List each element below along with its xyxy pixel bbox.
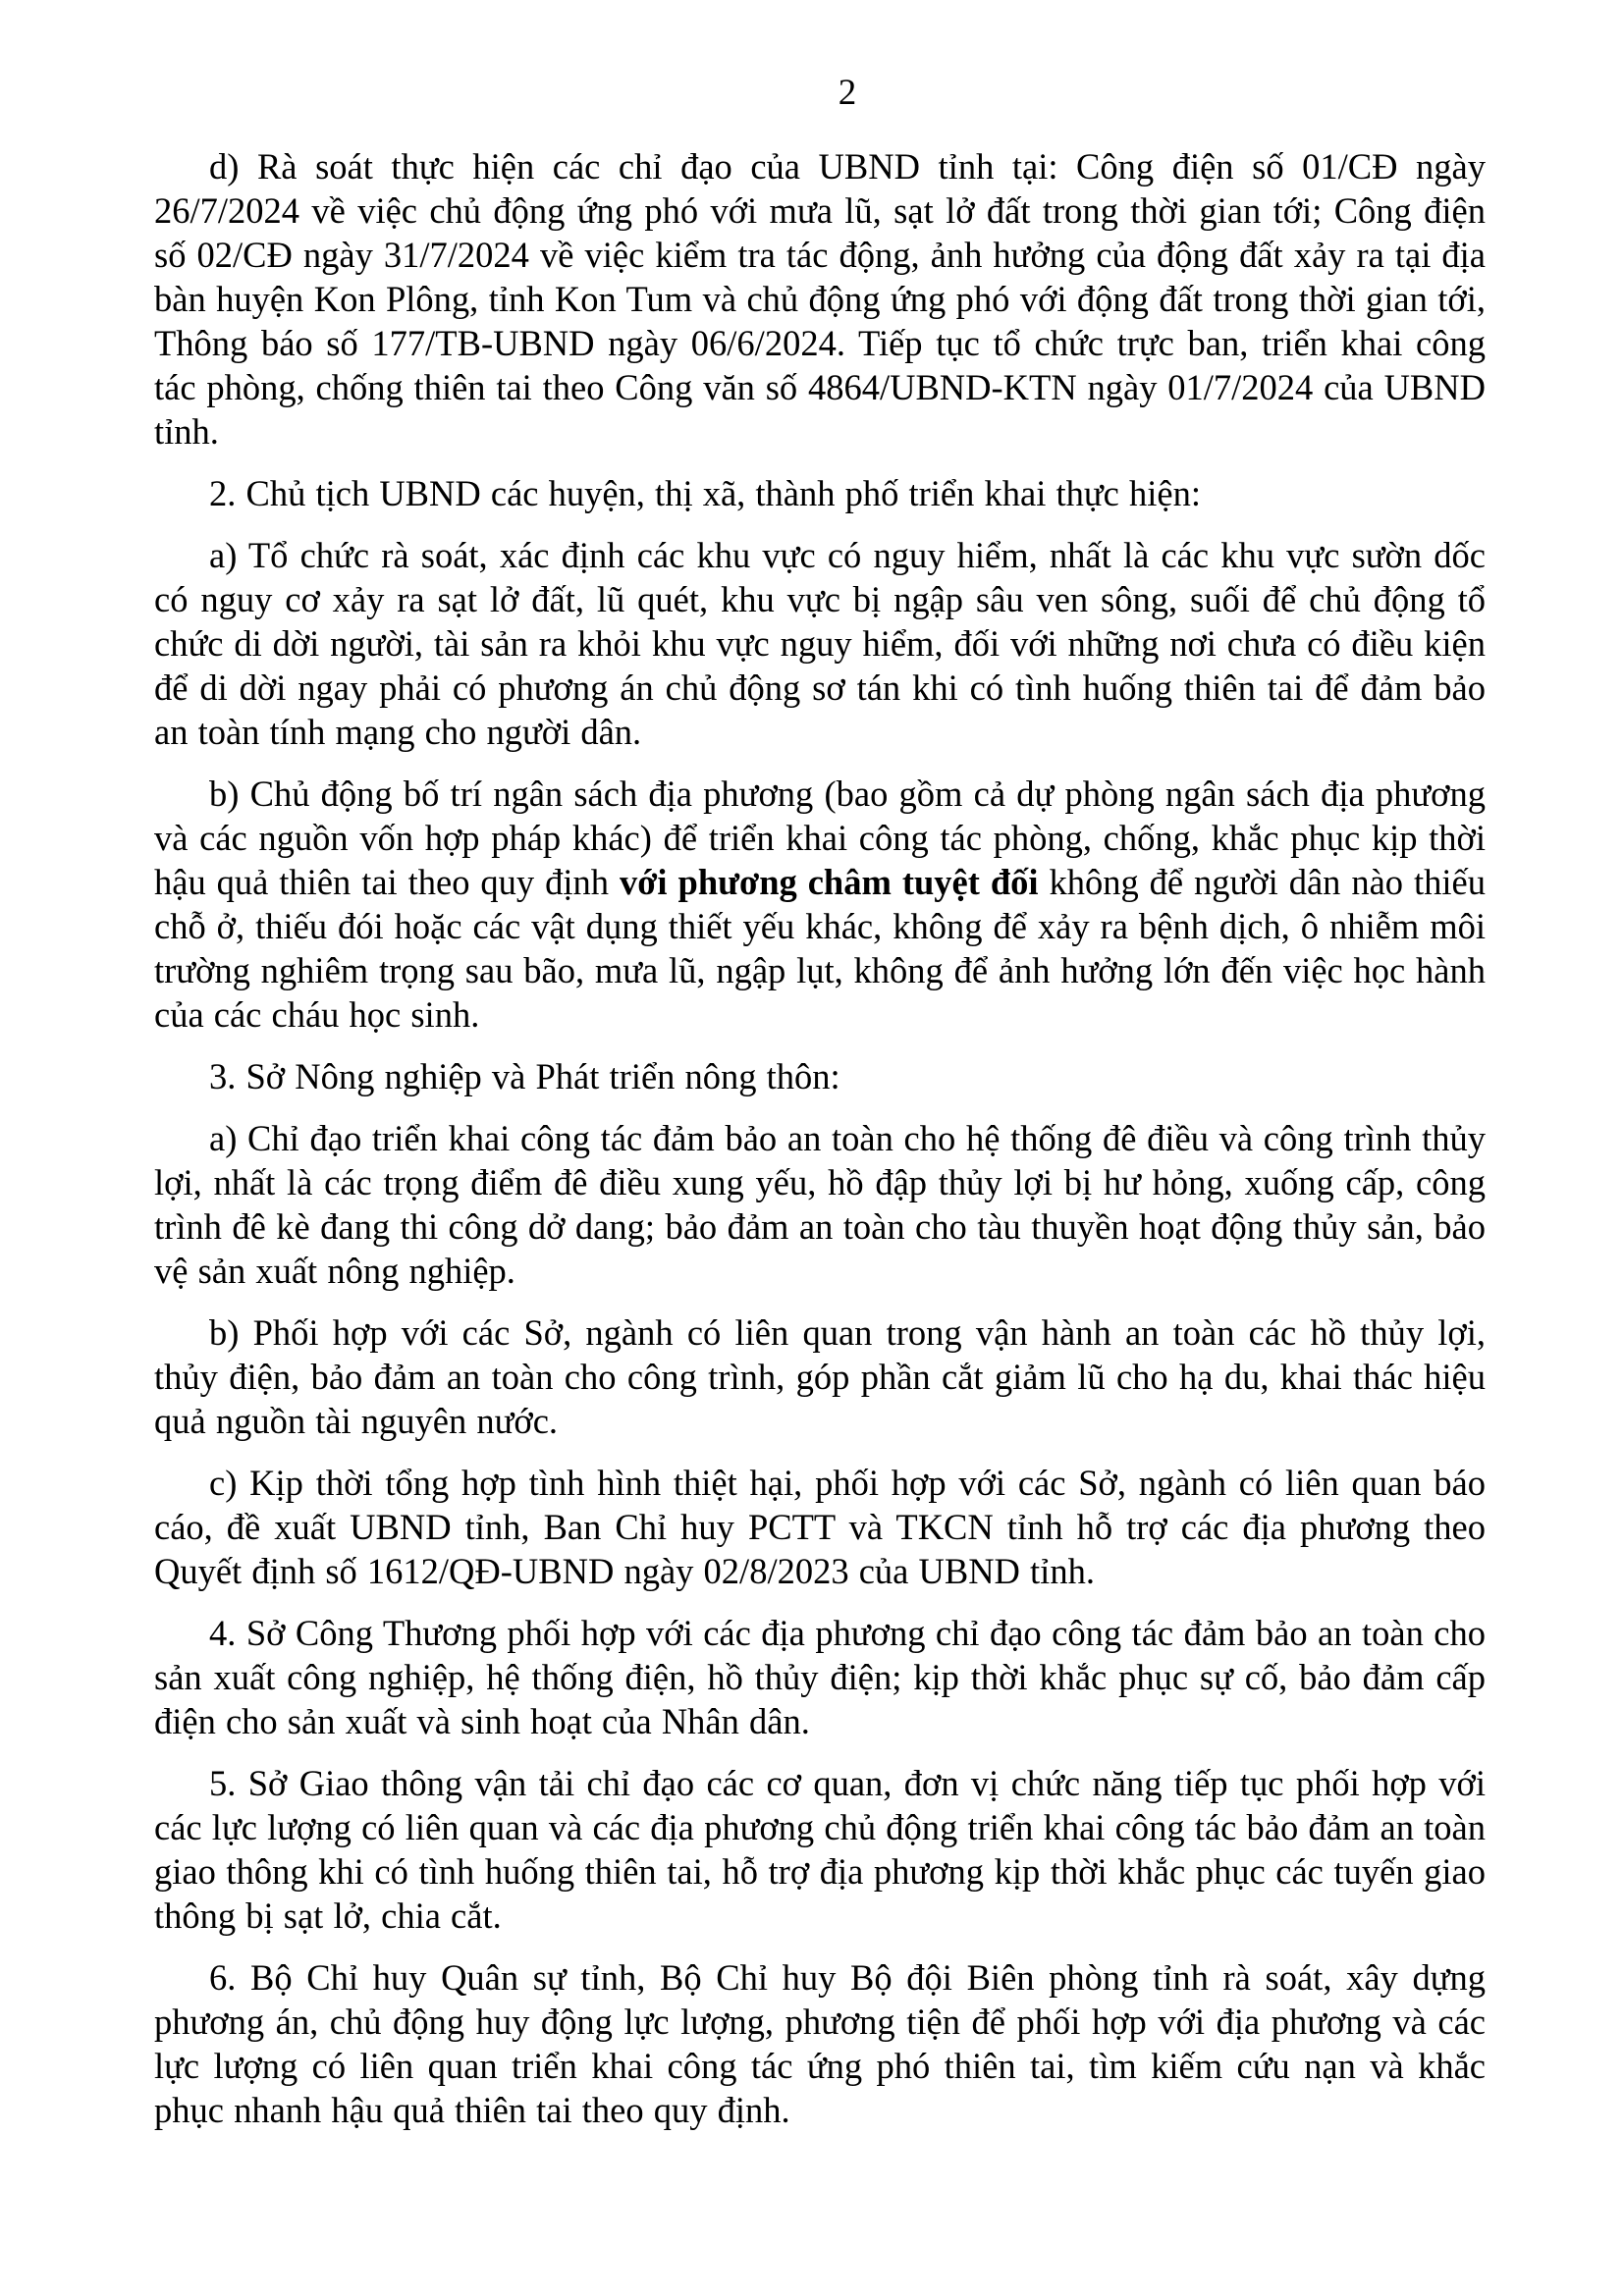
text-run: b) Phối hợp với các Sở, ngành có liên quan trong vận hành an toàn các hồ thủy lợi, thủy điện, bảo đảm an toàn cho công trình, góp phần cắt giảm lũ cho hạ du, khai thác hiệu quả nguồn tài nguyên nước.	[154, 1312, 1486, 1441]
paragraph	[154, 471, 1486, 515]
paragraph	[154, 1461, 1486, 1593]
paragraph	[154, 533, 1486, 754]
text-run: 5. Sở Giao thông vận tải chỉ đạo các cơ quan, đơn vị chức năng tiếp tục phối hợp với các lực lượng có liên quan và các địa phương chủ động triển khai công tác bảo đảm an toàn giao thông khi có tình huống thiên tai, hỗ trợ địa phương kịp thời khắc phục các tuyến giao thông bị sạt lở, chia cắt.	[154, 1763, 1486, 1936]
paragraph	[154, 144, 1486, 454]
paragraph	[154, 772, 1486, 1037]
text-run: b) Chủ động bố trí ngân sách địa phương (bao gồm cả dự phòng ngân sách địa phương và các nguồn vốn hợp pháp khác) để triển khai công tác phòng, chống, khắc phục kịp thời hậu quả thiên tai theo quy định	[154, 774, 1486, 902]
page-number: 2	[838, 73, 857, 113]
paragraph	[154, 1955, 1486, 2132]
paragraph	[154, 1116, 1486, 1293]
paragraph	[154, 1611, 1486, 1743]
paragraph	[154, 1761, 1486, 1938]
text-run: 2. Chủ tịch UBND các huyện, thị xã, thành phố triển khai thực hiện:	[209, 473, 1201, 513]
paragraph	[154, 1054, 1486, 1098]
document-body	[154, 144, 1486, 2150]
text-run-bold: với phương châm tuyệt đối	[619, 862, 1039, 902]
text-run: 3. Sở Nông nghiệp và Phát triển nông thôn:	[209, 1056, 840, 1096]
text-run: c) Kịp thời tổng hợp tình hình thiệt hại, phối hợp với các Sở, ngành có liên quan báo cáo, đề xuất UBND tỉnh, Ban Chỉ huy PCTT và TKCN tỉnh hỗ trợ các địa phương theo Quyết định số 1612/QĐ-UBND ngày 02/8/2023 của UBND tỉnh.	[154, 1463, 1486, 1591]
text-run: a) Tổ chức rà soát, xác định các khu vực có nguy hiểm, nhất là các khu vực sườn dốc có nguy cơ xảy ra sạt lở đất, lũ quét, khu vực bị ngập sâu ven sông, suối để chủ động tổ chức di dời người, tài sản ra khỏi khu vực nguy hiểm, đối với những nơi chưa có điều kiện để di dời ngay phải có phương án chủ động sơ tán khi có tình huống thiên tai để đảm bảo an toàn tính mạng cho người dân.	[154, 535, 1486, 752]
text-run: 6. Bộ Chỉ huy Quân sự tỉnh, Bộ Chỉ huy Bộ đội Biên phòng tỉnh rà soát, xây dựng phương án, chủ động huy động lực lượng, phương tiện để phối hợp với địa phương và các lực lượng có liên quan triển khai công tác ứng phó thiên tai, tìm kiếm cứu nạn và khắc phục nhanh hậu quả thiên tai theo quy định.	[154, 1957, 1486, 2130]
text-run: 4. Sở Công Thương phối hợp với các địa phương chỉ đạo công tác đảm bảo an toàn cho sản xuất công nghiệp, hệ thống điện, hồ thủy điện; kịp thời khắc phục sự cố, bảo đảm cấp điện cho sản xuất và sinh hoạt của Nhân dân.	[154, 1613, 1486, 1741]
text-run: không để người dân nào thiếu chỗ ở, thiếu đói hoặc các vật dụng thiết yếu khác, không để xảy ra bệnh dịch, ô nhiễm môi trường nghiêm trọng sau bão, mưa lũ, ngập lụt, không để ảnh hưởng lớn đến việc học hành của các cháu học sinh.	[154, 862, 1486, 1035]
text-run: a) Chỉ đạo triển khai công tác đảm bảo an toàn cho hệ thống đê điều và công trình thủy lợi, nhất là các trọng điểm đê điều xung yếu, hồ đập thủy lợi bị hư hỏng, xuống cấp, công trình đê kè đang thi công dở dang; bảo đảm an toàn cho tàu thuyền hoạt động thủy sản, bảo vệ sản xuất nông nghiệp.	[154, 1118, 1486, 1291]
paragraph	[154, 1310, 1486, 1443]
text-run: d) Rà soát thực hiện các chỉ đạo của UBND tỉnh tại: Công điện số 01/CĐ ngày 26/7/2024 về việc chủ động ứng phó với mưa lũ, sạt lở đất trong thời gian tới; Công điện số 02/CĐ ngày 31/7/2024 về việc kiểm tra tác động, ảnh hưởng của động đất xảy ra tại địa bàn huyện Kon Plông, tỉnh Kon Tum và chủ động ứng phó với động đất trong thời gian tới, Thông báo số 177/TB-UBND ngày 06/6/2024. Tiếp tục tổ chức trực ban, triển khai công tác phòng, chống thiên tai theo Công văn số 4864/UBND-KTN ngày 01/7/2024 của UBND tỉnh.	[154, 146, 1486, 452]
